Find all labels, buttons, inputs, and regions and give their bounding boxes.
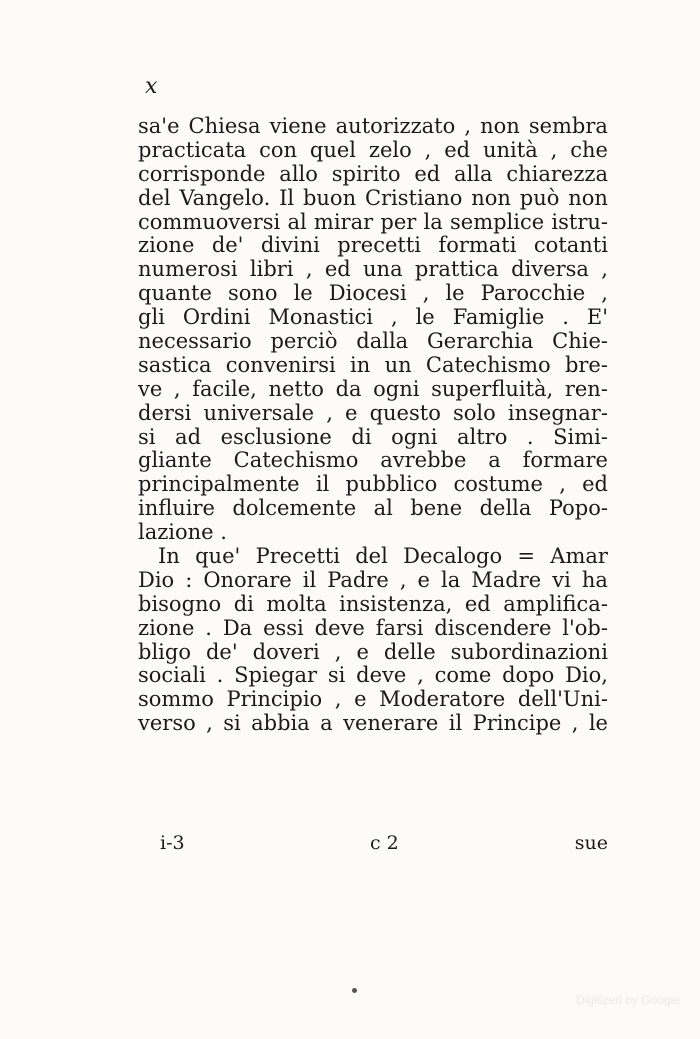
page-footer [138,832,608,856]
text-line: sociali . Spiegar si deve , come dopo Dio, [138,663,608,688]
text-line: verso , si abbia a venerare il Principe , le [138,711,608,736]
text-line: gli Ordini Monastici , le Famiglie . E' [138,305,608,330]
text-line: influire dolcemente al bene della Popo- [138,496,608,521]
text-line: del Vangelo. Il buon Cristiano non può non [138,185,608,210]
page-number: x [145,74,159,99]
text-line: numerosi libri , ed una prattica diversa , [138,257,608,282]
text-line: commuoversi al mirar per la semplice istru- [138,209,608,234]
text-line: necessario perciò dalla Gerarchia Chie- [138,329,608,354]
text-line: bligo de' doveri , e delle subordinazioni [138,639,608,664]
text-line: sastica convenirsi in un Catechismo bre- [138,352,608,377]
watermark: Digitized by Google [575,993,680,1007]
text-line: Dio : Onorare il Padre , e la Madre vi ha [138,567,608,592]
text-line: quante sono le Diocesi , le Parocchie , [138,281,608,306]
text-line: lazione . [138,520,227,545]
text-line: ve , facile, netto da ogni superfluità, ren- [138,376,608,401]
text-line: practicata con quel zelo , ed unità , che [138,137,608,162]
text-line: sa'e Chiesa viene autorizzato , non sembra [138,114,608,138]
text-line: In que' Precetti del Decalogo = Amar [158,544,608,569]
text-line: bisogno di molta insistenza, ed amplifica- [138,591,608,616]
signature-mark-center: c 2 [370,832,399,854]
signature-mark-left: i-3 [160,832,185,854]
text-line: dersi universale , e questo solo insegnar- [138,400,608,425]
text-line: principalmente il pubblico costume , ed [138,472,608,497]
text-line: zione . Da essi deve farsi discendere l'ob- [138,615,608,640]
text-line: gliante Catechismo avrebbe a formare [138,448,608,473]
text-line: sommo Principio , e Moderatore dell'Uni- [138,687,608,712]
text-line: si ad esclusione di ogni altro . Simi- [138,424,608,449]
ink-dot [352,988,357,993]
text-line: corrisponde allo spirito ed alla chiarezza [138,161,608,186]
catchword: sue [574,832,608,854]
text-line: zione de' divini precetti formati cotanti [138,233,608,258]
body-text [138,115,608,736]
